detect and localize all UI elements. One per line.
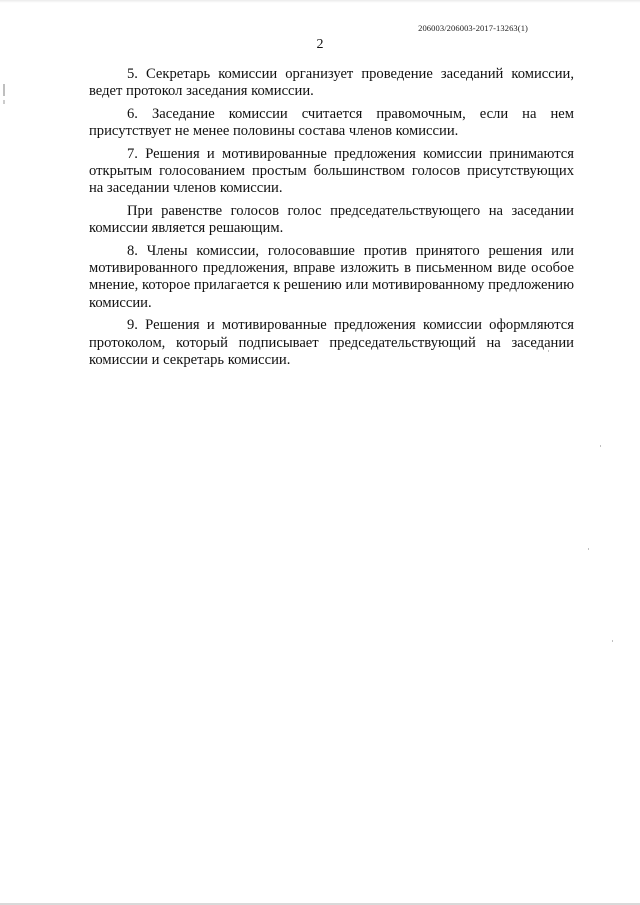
scan-edge [0,0,640,3]
paragraph-7-continued: При равенстве голосов голос председательствующего на заседании комиссии является решающим. [89,202,574,237]
page-number: 2 [316,37,324,52]
paragraph-6: 6. Заседание комиссии считается правомочным, если на нем присутствует не менее половины состава членов комиссии. [89,105,574,140]
paragraph-5: 5. Секретарь комиссии организует проведение заседаний комиссии, ведет протокол заседания комиссии. [89,66,574,100]
paragraph-8: 8. Члены комиссии, голосовавшие против принятого решения или мотивированного предложения, вправе изложить в письменном виде особое мнение, которое прилагается к решению или мотивированному предложению комиссии. [89,242,574,311]
paragraph-7: 7. Решения и мотивированные предложения комиссии принимаются открытым голосованием простым большинством голосов присутствующих на заседании членов комиссии. [89,145,574,197]
scan-mark [3,84,5,96]
document-id: 206003/206003-2017-13263(1) [418,23,528,33]
scan-mark [3,100,5,104]
paragraph-9: 9. Решения и мотивированные предложения комиссии оформляются протоколом, который подписывает председательствующий на заседании комиссии и секретарь комиссии. [89,317,574,369]
document-body [89,66,574,375]
